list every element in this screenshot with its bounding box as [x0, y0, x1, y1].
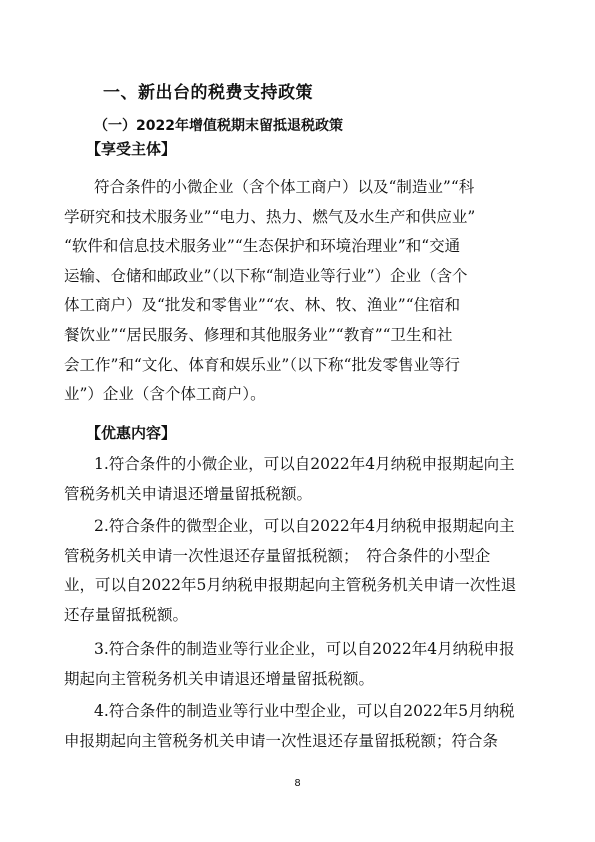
subsection-heading: （一）2022年增值税期末留抵退税政策: [94, 118, 343, 134]
paragraph-line: 学研究和技术服务业”“电力、热力、燃气及水生产和供应业”: [64, 207, 476, 226]
content-item-1: [64, 450, 524, 509]
paragraph-line: 期起向主管税务机关申请退还增量留抵税额。: [64, 669, 375, 688]
paragraph-line: 管税务机关申请一次性退还存量留抵税额； 符合条件的小型企: [64, 546, 491, 565]
paragraph-line: 餐饮业”“居民服务、修理和其他服务业”“教育”“卫生和社: [64, 325, 453, 344]
paragraph-line: 申报期起向主管税务机关申请一次性退还存量留抵税额；符合条: [64, 731, 499, 750]
paragraph-line: 会工作”和“文化、体育和娱乐业”（以下称“批发零售业等行: [64, 355, 460, 374]
page-number: 8: [294, 778, 301, 789]
paragraph-line: 管税务机关申请退还增量留抵税额。: [64, 484, 313, 503]
paragraph-line: “软件和信息技术服务业”“生态保护和环境治理业”和“交通: [64, 237, 461, 256]
content-item-2: [64, 512, 524, 630]
paragraph-line: 业”）企业（含个体工商户）。: [64, 385, 266, 404]
subject-label: 【享受主体】: [86, 140, 177, 158]
paragraph-line: 体工商户）及“批发和零售业”“农、林、牧、渔业”“住宿和: [64, 296, 461, 315]
subject-paragraph: [64, 173, 524, 410]
paragraph-line: 3.符合条件的制造业等行业企业，可以自2022年4月纳税申报: [94, 640, 515, 658]
paragraph-line: 运输、仓储和邮政业”（以下称“制造业等行业”）企业（含个: [64, 266, 468, 285]
paragraph-line: 1.符合条件的小微企业，可以自2022年4月纳税申报期起向主: [94, 455, 515, 473]
paragraph-line: 2.符合条件的微型企业，可以自2022年4月纳税申报期起向主: [94, 517, 515, 535]
content-item-3: [64, 635, 524, 694]
paragraph-line: 还存量留抵税额。: [64, 605, 189, 624]
section-heading: 一、新出台的税费支持政策: [103, 83, 313, 103]
content-label: 【优惠内容】: [86, 424, 177, 442]
content-item-4: [64, 697, 524, 756]
paragraph-line: 业，可以自2022年5月纳税申报期起向主管税务机关申请一次性退: [64, 576, 517, 595]
paragraph-line: 符合条件的小微企业（含个体工商户）以及“制造业”“科: [94, 178, 475, 196]
paragraph-line: 4.符合条件的制造业等行业中型企业，可以自2022年5月纳税: [94, 702, 515, 720]
